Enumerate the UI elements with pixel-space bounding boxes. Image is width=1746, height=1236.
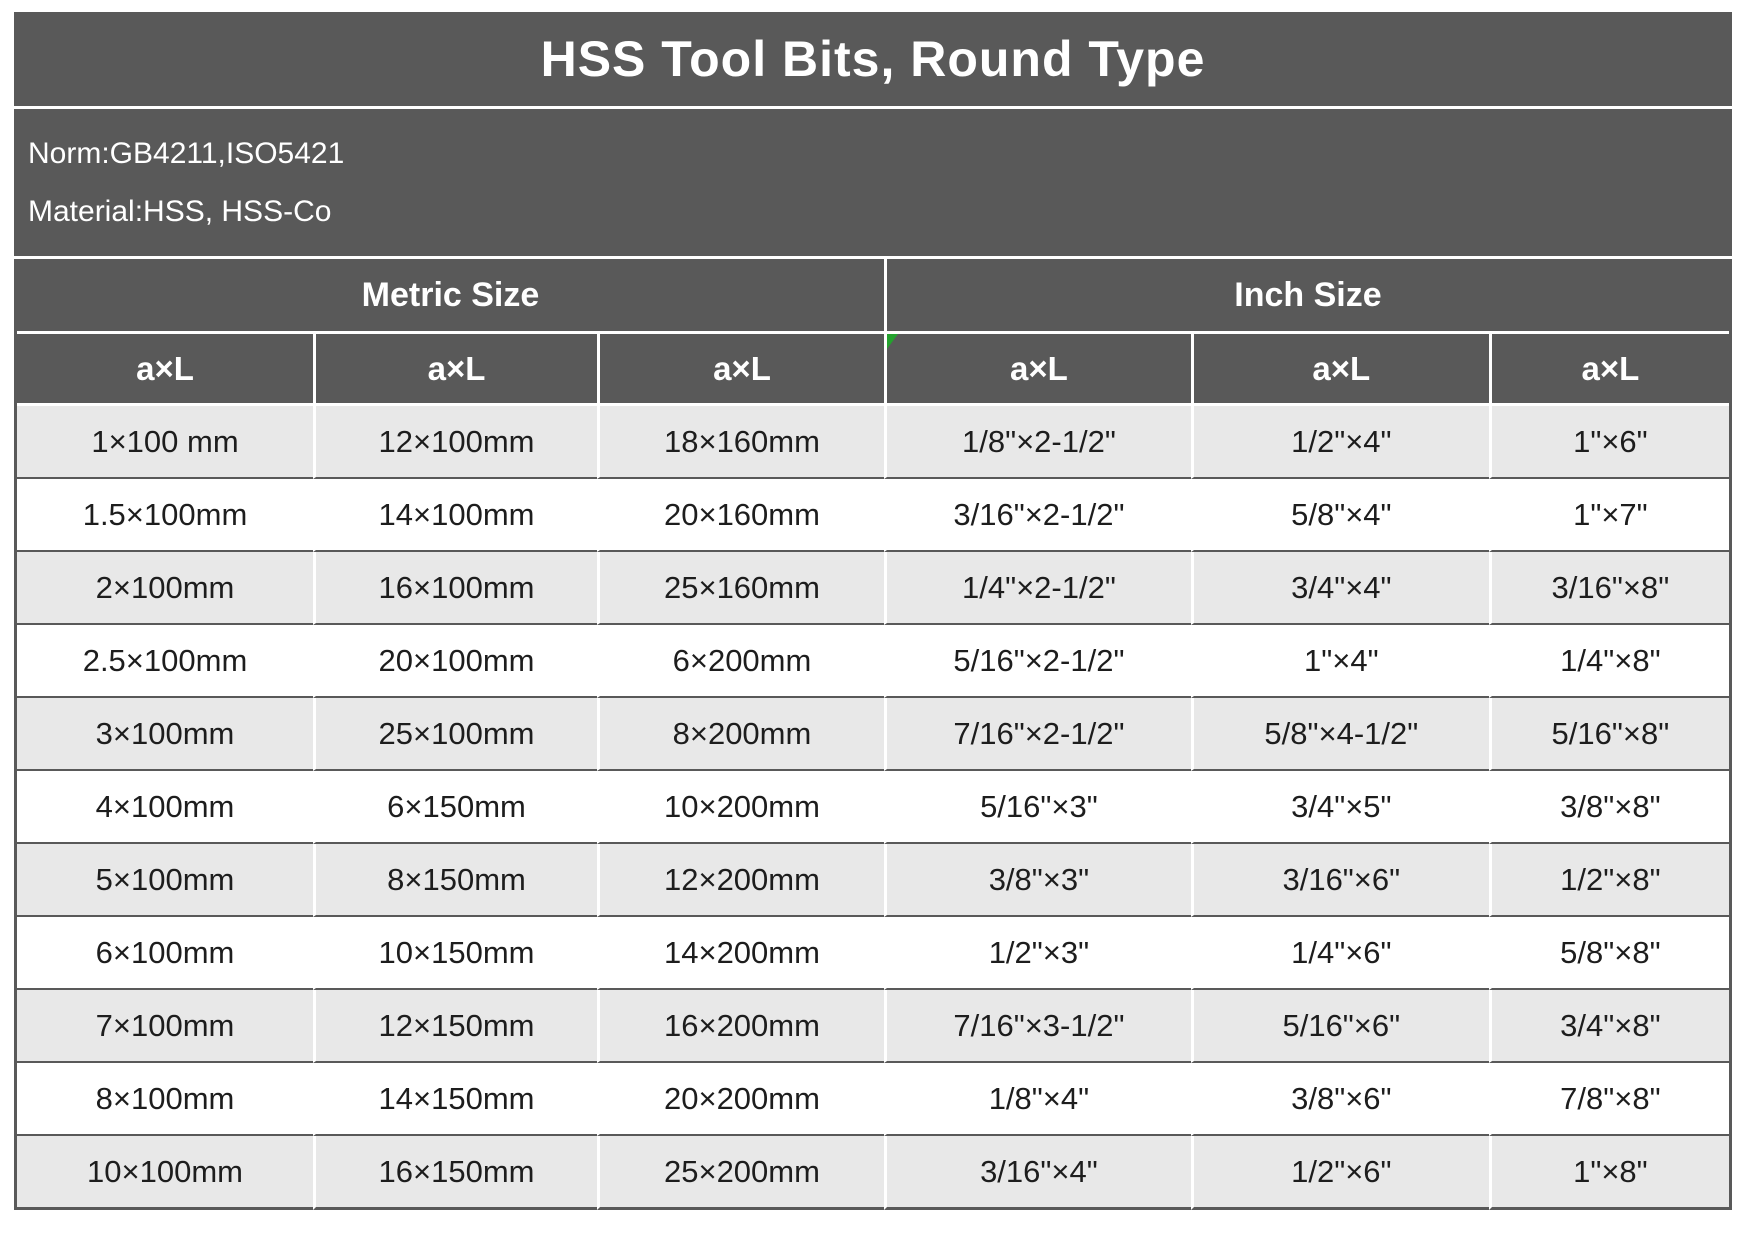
table-cell: 1/2"×3" — [884, 917, 1191, 990]
table-cell: 1/2"×8" — [1489, 844, 1729, 917]
table-cell: 3/8"×6" — [1191, 1063, 1489, 1136]
table-cell: 16×200mm — [597, 990, 884, 1063]
table-cell: 3/4"×5" — [1191, 771, 1489, 844]
table-row — [17, 552, 1729, 625]
table-cell: 3/16"×4" — [884, 1136, 1191, 1210]
table-row — [17, 1136, 1729, 1210]
table-cell: 10×100mm — [17, 1136, 313, 1210]
group-header-metric: Metric Size — [17, 259, 884, 334]
table-cell: 1/4"×8" — [1489, 625, 1729, 698]
error-flag-triangle-icon — [887, 334, 898, 349]
column-header-label: a×L — [1010, 349, 1068, 387]
table-cell: 1"×7" — [1489, 479, 1729, 552]
table-cell: 1"×4" — [1191, 625, 1489, 698]
table-cell: 3/4"×8" — [1489, 990, 1729, 1063]
table-cell: 5×100mm — [17, 844, 313, 917]
column-header: a×L — [597, 334, 884, 406]
table-cell: 6×100mm — [17, 917, 313, 990]
material-text: Material:HSS, HSS-Co — [28, 195, 332, 228]
column-header: a×L — [17, 334, 313, 406]
table-cell: 3/8"×3" — [884, 844, 1191, 917]
table-cell: 3/16"×2-1/2" — [884, 479, 1191, 552]
table-cell: 5/8"×4-1/2" — [1191, 698, 1489, 771]
table-cell: 1/4"×6" — [1191, 917, 1489, 990]
table-cell: 7/16"×3-1/2" — [884, 990, 1191, 1063]
table-cell: 6×200mm — [597, 625, 884, 698]
table-body — [17, 406, 1729, 1210]
table-cell: 2×100mm — [17, 552, 313, 625]
size-table — [14, 259, 1732, 1210]
column-header: a×L — [1191, 334, 1489, 406]
info-block — [14, 109, 1732, 256]
group-header-row — [17, 259, 1729, 334]
table-cell: 3/16"×6" — [1191, 844, 1489, 917]
table-cell: 10×150mm — [313, 917, 597, 990]
table-cell: 12×100mm — [313, 406, 597, 479]
table-row — [17, 771, 1729, 844]
table-row — [17, 844, 1729, 917]
table-cell: 5/16"×8" — [1489, 698, 1729, 771]
table-cell: 1"×6" — [1489, 406, 1729, 479]
table-cell: 5/16"×3" — [884, 771, 1191, 844]
table-cell: 12×200mm — [597, 844, 884, 917]
table-cell: 25×160mm — [597, 552, 884, 625]
table-cell: 10×200mm — [597, 771, 884, 844]
column-header: a×L — [1489, 334, 1729, 406]
table-cell: 3/8"×8" — [1489, 771, 1729, 844]
table-cell: 14×150mm — [313, 1063, 597, 1136]
column-header: a×L — [313, 334, 597, 406]
table-cell: 7/16"×2-1/2" — [884, 698, 1191, 771]
table-cell: 2.5×100mm — [17, 625, 313, 698]
table-cell: 12×150mm — [313, 990, 597, 1063]
table-cell: 1"×8" — [1489, 1136, 1729, 1210]
table-cell: 20×160mm — [597, 479, 884, 552]
table-cell: 1×100 mm — [17, 406, 313, 479]
table-cell: 3/16"×8" — [1489, 552, 1729, 625]
table-cell: 8×150mm — [313, 844, 597, 917]
table-cell: 4×100mm — [17, 771, 313, 844]
table-cell: 1/8"×2-1/2" — [884, 406, 1191, 479]
table-cell: 5/16"×2-1/2" — [884, 625, 1191, 698]
table-cell: 16×100mm — [313, 552, 597, 625]
table-row — [17, 1063, 1729, 1136]
table-cell: 1/4"×2-1/2" — [884, 552, 1191, 625]
table-cell: 6×150mm — [313, 771, 597, 844]
table-row — [17, 990, 1729, 1063]
table-cell: 1/2"×4" — [1191, 406, 1489, 479]
table-cell: 5/8"×8" — [1489, 917, 1729, 990]
table-cell: 5/8"×4" — [1191, 479, 1489, 552]
table-row — [17, 917, 1729, 990]
table-cell: 20×200mm — [597, 1063, 884, 1136]
table-cell: 1/8"×4" — [884, 1063, 1191, 1136]
table-row — [17, 698, 1729, 771]
group-header-inch: Inch Size — [884, 259, 1729, 334]
table-cell: 8×100mm — [17, 1063, 313, 1136]
column-header — [884, 334, 1191, 406]
norm-text: Norm:GB4211,ISO5421 — [28, 137, 345, 170]
table-cell: 7×100mm — [17, 990, 313, 1063]
table-cell: 3/4"×4" — [1191, 552, 1489, 625]
column-header-row — [17, 334, 1729, 406]
table-cell: 14×200mm — [597, 917, 884, 990]
table-cell: 3×100mm — [17, 698, 313, 771]
title-bar — [14, 12, 1732, 106]
table-cell: 1/2"×6" — [1191, 1136, 1489, 1210]
table-cell: 25×200mm — [597, 1136, 884, 1210]
table-row — [17, 625, 1729, 698]
table-cell: 25×100mm — [313, 698, 597, 771]
table-cell: 18×160mm — [597, 406, 884, 479]
table-row — [17, 406, 1729, 479]
table-cell: 20×100mm — [313, 625, 597, 698]
table-cell: 5/16"×6" — [1191, 990, 1489, 1063]
page-title: HSS Tool Bits, Round Type — [540, 31, 1206, 87]
table-cell: 7/8"×8" — [1489, 1063, 1729, 1136]
table-cell: 16×150mm — [313, 1136, 597, 1210]
table-cell: 8×200mm — [597, 698, 884, 771]
table-row — [17, 479, 1729, 552]
table-cell: 14×100mm — [313, 479, 597, 552]
table-cell: 1.5×100mm — [17, 479, 313, 552]
